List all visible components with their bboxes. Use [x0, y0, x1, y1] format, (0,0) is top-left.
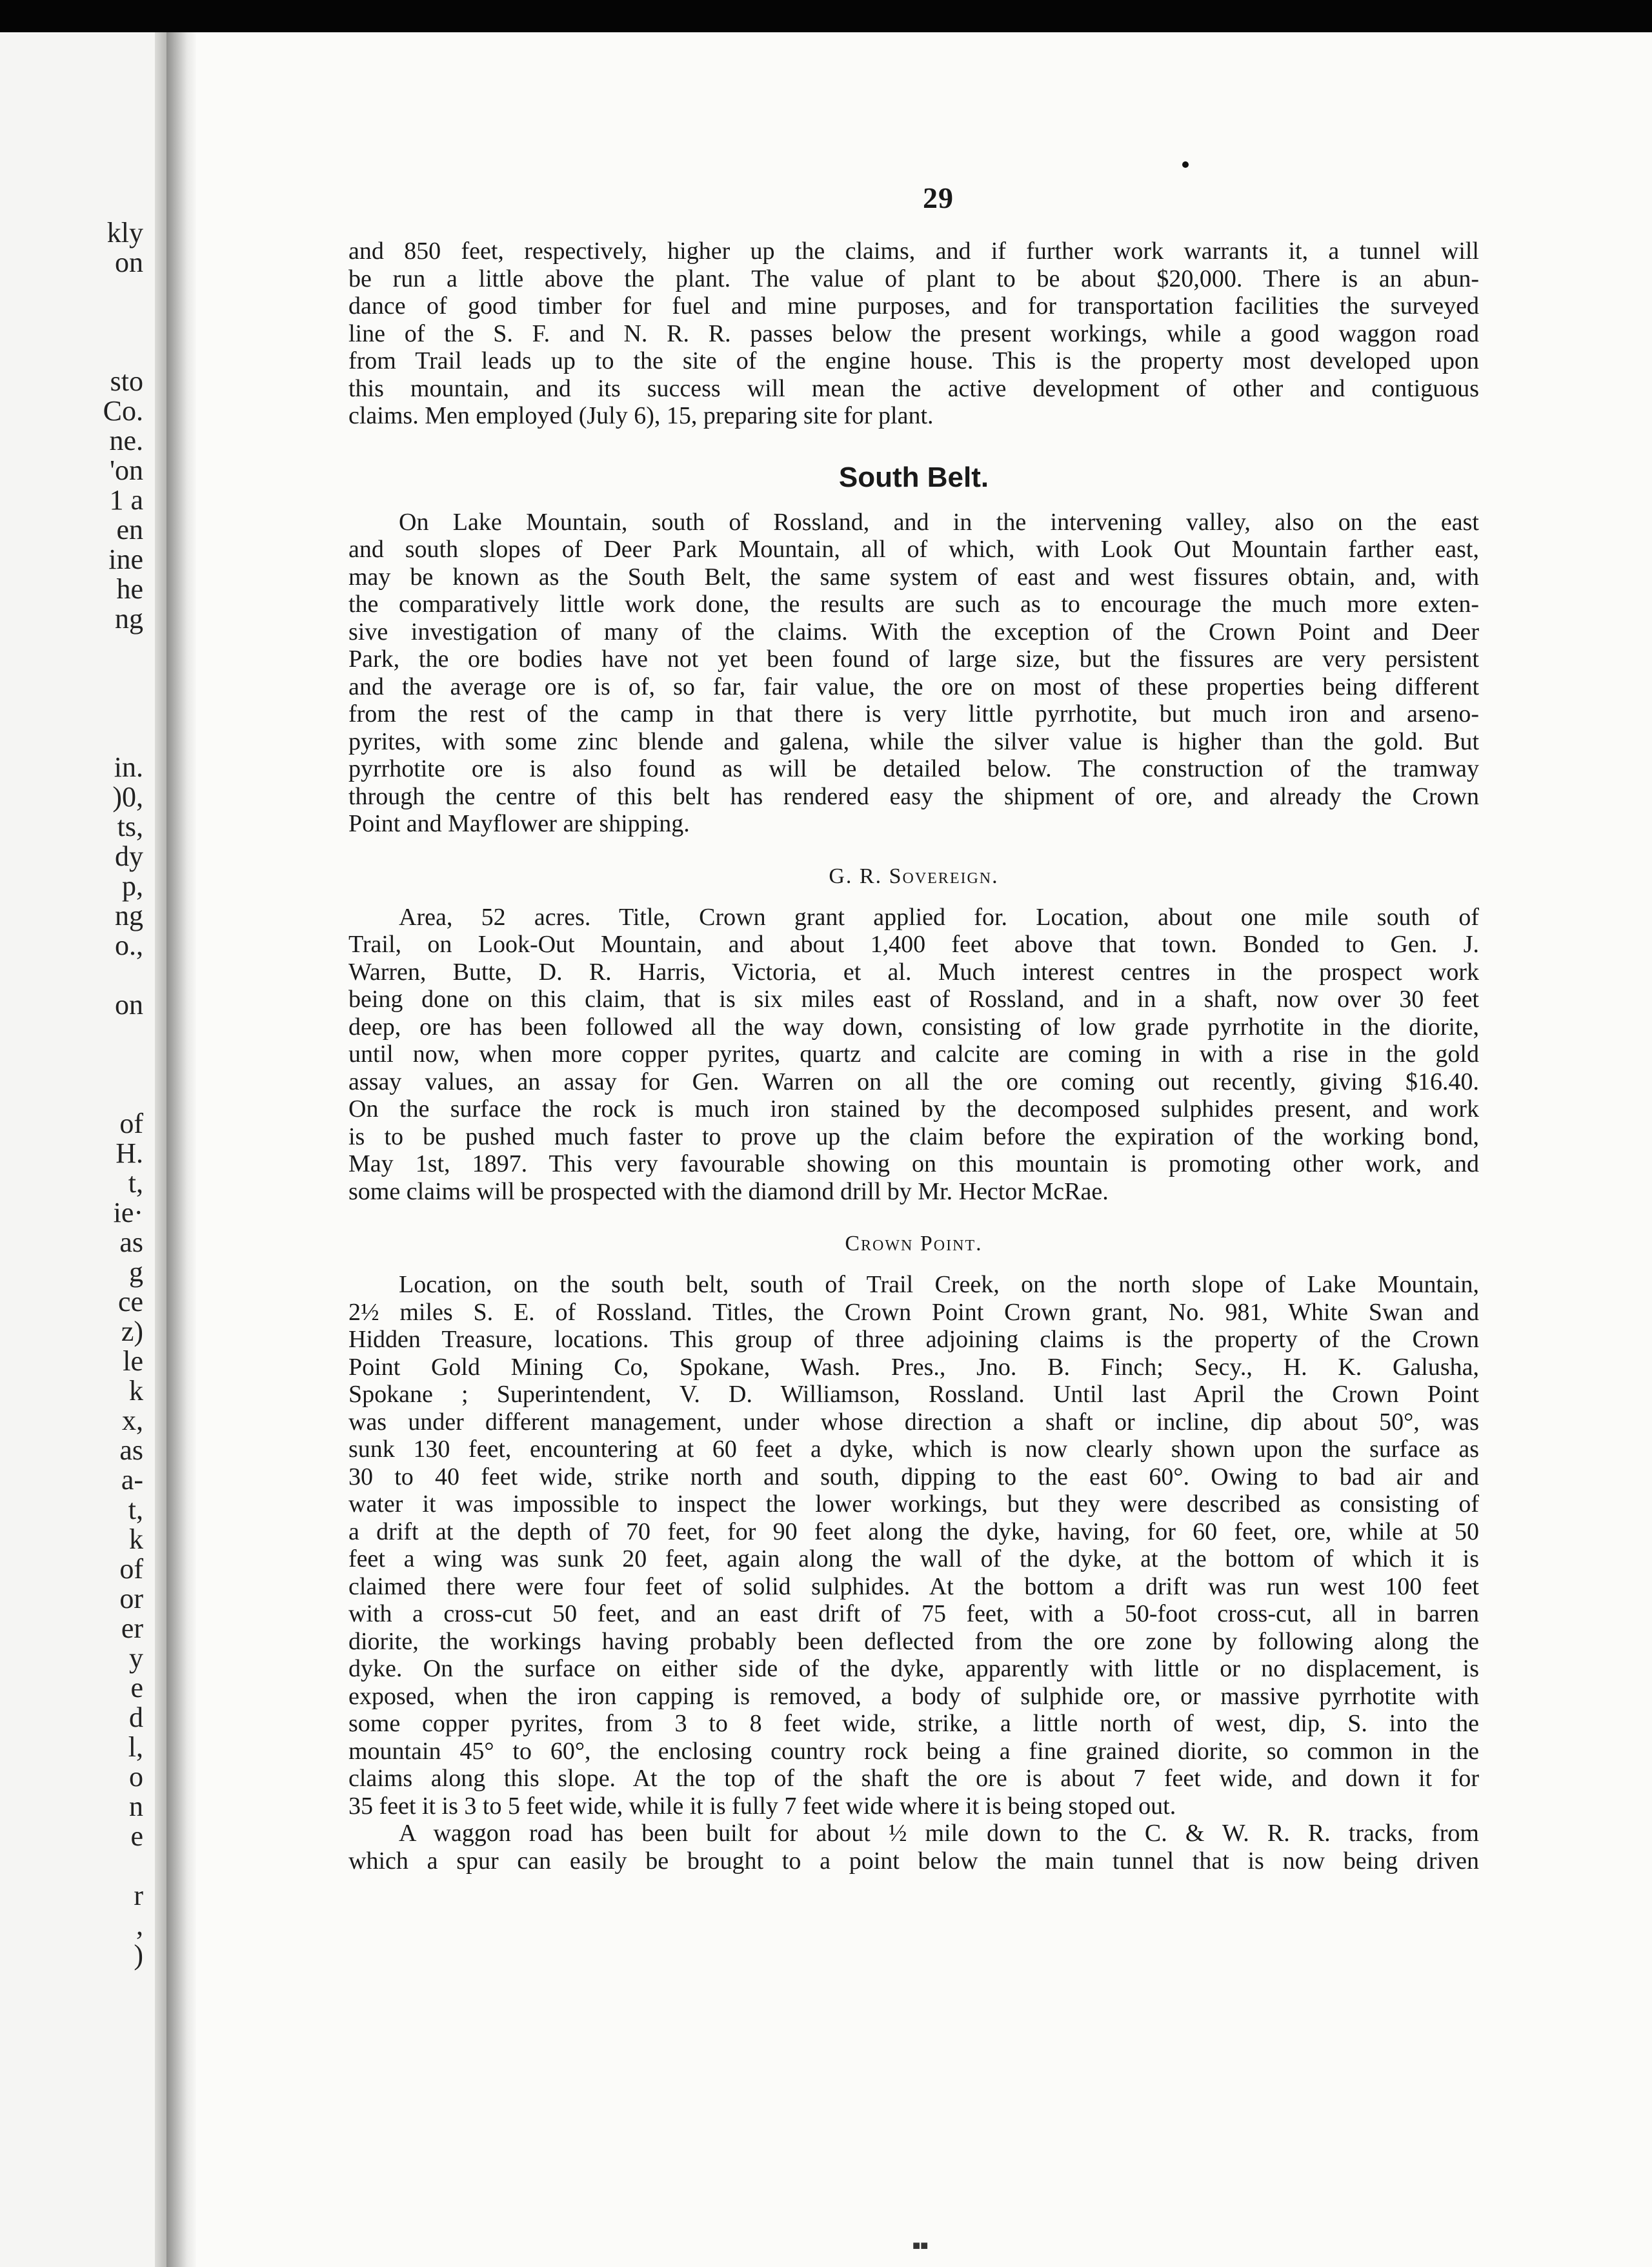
facing-page-fragment: of [119, 1108, 143, 1139]
text-line: being done on this claim, that is six miles east of Rossland, and in a shaft, now over 30 feet [348, 986, 1479, 1013]
facing-page-fragment: or [119, 1583, 143, 1614]
text-line: a drift at the depth of 70 feet, for 90 feet along the dyke, having, for 60 feet, ore, while at 50 [348, 1518, 1479, 1545]
facing-page-fragment: kly [106, 217, 143, 249]
facing-page-fragment: ce [117, 1286, 143, 1317]
section-heading-sovereign: G. R. Sovereign. [829, 864, 999, 888]
facing-page-fragment [40, 664, 143, 693]
scan-artifact-mark: ■■ [912, 2239, 929, 2253]
text-line: mountain 45° to 60°, the enclosing country rock being a fine grained diorite, so common in the [348, 1737, 1479, 1765]
facing-page-fragment: ts, [117, 811, 143, 842]
section-heading-crown-point: Crown Point. [845, 1232, 983, 1255]
text-line: May 1st, 1897. This very favourable showing on this mountain is promoting other work, and [348, 1150, 1479, 1177]
text-line: claimed there were four feet of solid sulphides. At the bottom a drift was run west 100 feet [348, 1572, 1479, 1600]
text-line: 35 feet it is 3 to 5 feet wide, while it is fully 7 feet wide where it is being stoped out. [348, 1792, 1176, 1820]
text-line: claims. Men employed (July 6), 15, preparing site for plant. [348, 402, 934, 429]
text-line: On the surface the rock is much iron stained by the decomposed sulphides present, and work [348, 1095, 1479, 1123]
facing-page-fragment: d [129, 1702, 143, 1733]
page-body [348, 238, 1479, 1875]
facing-page-fragment: x, [122, 1405, 143, 1436]
text-line: the comparatively little work done, the results are such as to encourage the much more exten- [348, 591, 1479, 618]
facing-page-fragment: ) [134, 1939, 143, 1971]
text-line: feet a wing was sunk 20 feet, again along the wall of the dyke, at the bottom of which it is [348, 1545, 1479, 1572]
facing-page-fragment: o [129, 1761, 143, 1793]
page-number: 29 [923, 181, 954, 214]
facing-page-fragment: ng [115, 900, 143, 931]
text-line: and south slopes of Deer Park Mountain, all of which, with Look Out Mountain farther east, [348, 536, 1479, 563]
sovereign-paragraph [348, 904, 1479, 1206]
facing-page-fragment: dy [115, 840, 143, 872]
text-line: 30 to 40 feet wide, strike north and south, dipping to the east 60°. Owing to bad air and [348, 1463, 1479, 1490]
facing-page-fragment: on [115, 989, 143, 1021]
facing-page-fragment: 1 a [109, 484, 143, 516]
text-line: was under different management, under whose direction a shaft or incline, dip about 50°, was [348, 1408, 1479, 1436]
facing-page-fragment: t, [128, 1167, 143, 1199]
facing-page-fragment: 'on [110, 454, 143, 486]
text-line: Hidden Treasure, locations. This group of three adjoining claims is the property of the Crown [348, 1326, 1479, 1353]
ink-speck [1182, 161, 1189, 168]
text-line: Spokane ; Superintendent, V. D. Williamson, Rossland. Until last April the Crown Point [348, 1381, 1479, 1408]
facing-page-fragment [40, 634, 143, 664]
facing-page-fragment [40, 1050, 143, 1079]
text-line: water it was impossible to inspect the lower workings, but they were described as consisting of [348, 1490, 1479, 1518]
facing-page-fragment: o., [115, 930, 143, 961]
text-line: deep, ore has been followed all the way down, consisting of low grade pyrrhotite in the diorite, [348, 1013, 1479, 1041]
text-line: sive investigation of many of the claims. With the exception of the Crown Point and Deer [348, 618, 1479, 646]
facing-page-fragment [40, 693, 143, 723]
text-line: exposed, when the iron capping is removed, a body of sulphide ore, or massive pyrrhotite with [348, 1682, 1479, 1710]
text-line: sunk 130 feet, encountering at 60 feet a dyke, which is now clearly shown upon the surface as [348, 1436, 1479, 1463]
facing-page-fragment: n [129, 1791, 143, 1822]
text-line: be run a little above the plant. The value of plant to be about $20,000. There is an abun- [348, 265, 1479, 292]
facing-page-fragment: g [129, 1256, 143, 1288]
text-line: 2½ miles S. E. of Rossland. Titles, the Crown Point Crown grant, No. 981, White Swan and [348, 1298, 1479, 1326]
facing-page-fragment: he [116, 573, 143, 605]
facing-page-fragment: of [119, 1553, 143, 1585]
facing-page-fragment: in. [114, 751, 143, 783]
facing-page-fragment: as [119, 1434, 143, 1466]
text-line: Park, the ore bodies have not yet been found of large size, but the fissures are very persistent [348, 646, 1479, 673]
text-line: some copper pyrites, from 3 to 8 feet wide, strike, a little north of west, dip, S. into the [348, 1710, 1479, 1737]
text-line: from Trail leads up to the site of the engine house. This is the property most developed upon [348, 347, 1479, 374]
facing-page-fragment: as [119, 1226, 143, 1258]
facing-page-fragment: a- [121, 1464, 143, 1496]
text-line: and 850 feet, respectively, higher up the claims, and if further work warrants it, a tunnel will [348, 238, 1479, 265]
text-line: and the average ore is of, so far, fair value, the ore on most of these properties being different [348, 673, 1479, 700]
text-line: pyrites, with some zinc blende and galena, while the silver value is higher than the gold. But [348, 727, 1479, 755]
facing-page-fragment: l, [128, 1731, 143, 1763]
crown-point-paragraph [348, 1271, 1479, 1820]
text-line: this mountain, and its success will mean the active development of other and contiguous [348, 374, 1479, 402]
facing-page-fragment: sto [110, 365, 143, 397]
facing-page-text-fragments [40, 218, 143, 1970]
scan-top-edge [0, 0, 1652, 32]
text-line: dyke. On the surface on either side of the dyke, apparently with little or no displacement, is [348, 1655, 1479, 1682]
facing-page-fragment: on [115, 247, 143, 278]
facing-page-fragment [40, 1079, 143, 1109]
facing-page-fragment: Co. [103, 395, 143, 427]
text-line: some claims will be prospected with the diamond drill by Mr. Hector McRae. [348, 1177, 1109, 1205]
facing-page-fragment: ng [115, 603, 143, 635]
text-line: assay values, an assay for Gen. Warren on all the ore coming out recently, giving $16.40. [348, 1068, 1479, 1095]
facing-page-fragment [40, 723, 143, 753]
facing-page-fragment [40, 1020, 143, 1050]
text-line: Point Gold Mining Co, Spokane, Wash. Pres., Jno. B. Finch; Secy., H. K. Galusha, [348, 1353, 1479, 1381]
section-heading-south-belt: South Belt. [838, 461, 989, 493]
text-line: is to be pushed much faster to prove up the claim before the expiration of the working bond, [348, 1123, 1479, 1150]
text-line: On Lake Mountain, south of Rossland, and in the intervening valley, also on the east [399, 508, 1479, 536]
text-line: dance of good timber for fuel and mine purposes, and for transportation facilities the surveyed [348, 292, 1479, 320]
facing-page-fragment [40, 1851, 143, 1881]
facing-page-fragment: en [116, 514, 143, 545]
facing-page-fragment: er [121, 1612, 143, 1644]
text-line: diorite, the workings having probably been deflected from the ore zone by following along the [348, 1627, 1479, 1655]
text-line: Point and Mayflower are shipping. [348, 810, 690, 837]
facing-page-fragment: ne. [109, 425, 143, 456]
facing-page-fragment [40, 278, 143, 307]
document-page [196, 32, 1652, 2267]
facing-page-fragment: ine [108, 544, 143, 575]
binding-gutter [166, 32, 196, 2267]
text-line: with a cross-cut 50 feet, and an east drift of 75 feet, with a 50-foot cross-cut, all in barren [348, 1600, 1479, 1627]
facing-page-fragment: le [123, 1345, 143, 1377]
text-line: from the rest of the camp in that there is very little pyrrhotite, but much iron and arseno- [348, 700, 1479, 727]
facing-page-fragment: , [136, 1909, 143, 1941]
facing-page-fragment: )0, [112, 781, 143, 813]
text-line: which a spur can easily be brought to a point below the main tunnel that is now being driven [348, 1847, 1479, 1875]
text-line: claims along this slope. At the top of the shaft the ore is about 7 feet wide, and down it for [348, 1765, 1479, 1792]
text-line: Location, on the south belt, south of Trail Creek, on the north slope of Lake Mountain, [399, 1271, 1479, 1298]
south-belt-paragraph [348, 509, 1479, 838]
text-line: until now, when more copper pyrites, quartz and calcite are coming in with a rise in the gold [348, 1041, 1479, 1068]
facing-page-fragment [40, 307, 143, 337]
text-line: pyrrhotite ore is also found as will be detailed below. The construction of the tramway [348, 755, 1479, 782]
facing-page-fragment: t, [128, 1494, 143, 1525]
facing-page-fragment: z) [121, 1316, 143, 1347]
text-line: Area, 52 acres. Title, Crown grant applied for. Location, about one mile south of [399, 903, 1479, 931]
facing-page-fragment: k [129, 1523, 143, 1555]
facing-page-fragment [40, 337, 143, 367]
facing-page-fragment: p, [122, 870, 143, 902]
facing-page-edge [0, 32, 166, 2267]
facing-page-fragment: k [129, 1375, 143, 1407]
text-line: line of the S. F. and N. R. R. passes below the present workings, while a good waggon road [348, 320, 1479, 347]
facing-page-fragment: e [130, 1820, 143, 1852]
text-line: through the centre of this belt has rendered easy the shipment of ore, and already the Crown [348, 782, 1479, 810]
facing-page-fragment: r [134, 1880, 143, 1911]
facing-page-fragment: e [130, 1672, 143, 1703]
intro-paragraph [348, 238, 1479, 430]
text-line: may be known as the South Belt, the same system of east and west fissures obtain, and, with [348, 563, 1479, 591]
facing-page-fragment: ie· [113, 1197, 143, 1228]
text-line: A waggon road has been built for about ½ mile down to the C. & W. R. R. tracks, from [399, 1820, 1479, 1847]
page-fold [155, 32, 166, 2267]
facing-page-fragment [40, 961, 143, 990]
facing-page-fragment: H. [116, 1137, 143, 1169]
text-line: Trail, on Look-Out Mountain, and about 1,400 feet above that town. Bonded to Gen. J. [348, 931, 1479, 958]
facing-page-fragment: y [129, 1642, 143, 1674]
text-line: Warren, Butte, D. R. Harris, Victoria, et al. Much interest centres in the prospect work [348, 958, 1479, 986]
waggon-road-paragraph [348, 1820, 1479, 1875]
